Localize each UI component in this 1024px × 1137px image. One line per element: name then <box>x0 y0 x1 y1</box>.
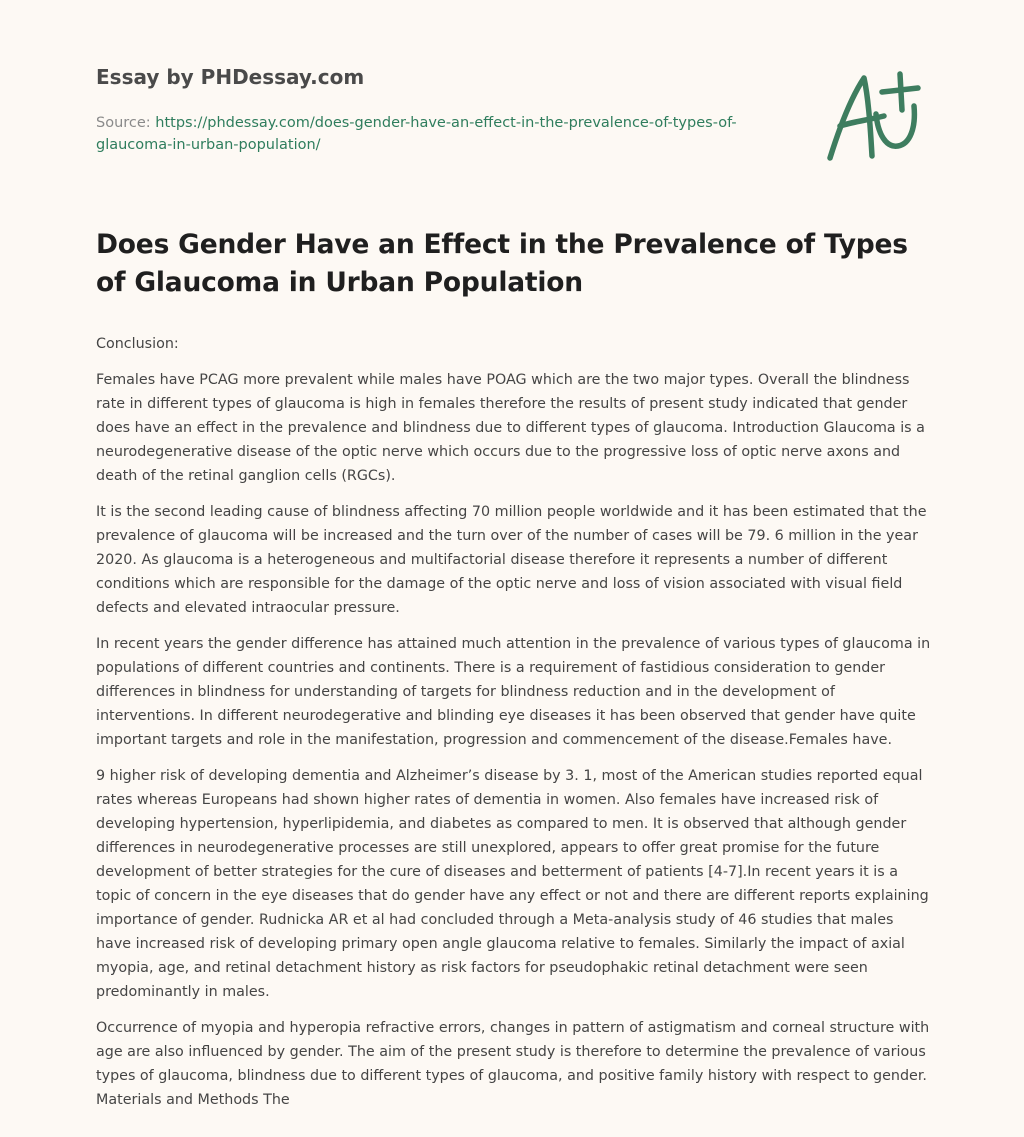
paragraph: Conclusion: <box>96 336 179 352</box>
source-label: Source: <box>96 115 156 131</box>
paragraph: 9 higher risk of developing dementia and Alzheimer’s disease by 3. 1, most of the American studies reported equal rates whereas Europeans had shown higher rates of dementia in women. Also females have increased risk of developing hypertension, hyperlipidemia, and diabetes as compared to men. It is observed that although gender differences in neurodegenerative processes are still unexplored, appears to offer great promise for the future development of better strategies for the cure of diseases and betterment of patients [4-7].In recent years it is a topic of concern in the eye diseases that do gender have any effect or not and there are different reports explaining importance of gender. Rudnicka AR et al had concluded through a Meta-analysis study of 46 studies that males have increased risk of developing primary open angle glaucoma relative to females. Similarly the impact of axial myopia, age, and retinal detachment history as risk factors for pseudophakic retinal detachment were seen predominantly in males. <box>96 768 929 1000</box>
source-line <box>96 112 756 156</box>
source-link[interactable]: https://phdessay.com/does-gender-have-an-effect-in-the-prevalence-of-types-of-glaucoma-in-urban-population/ <box>96 115 737 153</box>
essay-title: Does Gender Have an Effect in the Prevalence of Types of Glaucoma in Urban Population <box>96 229 908 298</box>
paragraph: It is the second leading cause of blindness affecting 70 million people worldwide and it has been estimated that the prevalence of glaucoma will be increased and the turn over of the number of cases will be 79. 6 million in the year 2020. As glaucoma is a heterogeneous and multifactorial disease therefore it represents a number of different conditions which are responsible for the damage of the optic nerve and loss of vision associated with visual field defects and elevated intraocular pressure. <box>96 504 927 616</box>
paragraph: Females have PCAG more prevalent while males have POAG which are the two major types. Overall the blindness rate in different types of glaucoma is high in females therefore the results of present study indicated that gender does have an effect in the prevalence and blindness due to different types of glaucoma. Introduction Glaucoma is a neurodegenerative disease of the optic nerve which occurs due to the progressive loss of optic nerve axons and death of the retinal ganglion cells (RGCs). <box>96 372 925 484</box>
brand-title: Essay by PHDessay.com <box>96 65 365 89</box>
paragraph: Occurrence of myopia and hyperopia refractive errors, changes in pattern of astigmatism and corneal structure with age are also influenced by gender. The aim of the present study is therefore to determine the prevalence of various types of glaucoma, blindness due to different types of glaucoma, and positive family history with respect to gender. Materials and Methods The <box>96 1020 930 1108</box>
essay-content <box>96 226 932 1124</box>
a-plus-logo-icon <box>818 66 928 166</box>
page-header <box>96 62 796 156</box>
paragraph: In recent years the gender difference has attained much attention in the prevalence of various types of glaucoma in populations of different countries and continents. There is a requirement of fastidious consideration to gender differences in blindness for understanding of targets for blindness reduction and in the development of interventions. In different neurodegerative and blinding eye diseases it has been observed that gender have quite important targets and role in the manifestation, progression and commencement of the disease.Females have. <box>96 636 931 748</box>
